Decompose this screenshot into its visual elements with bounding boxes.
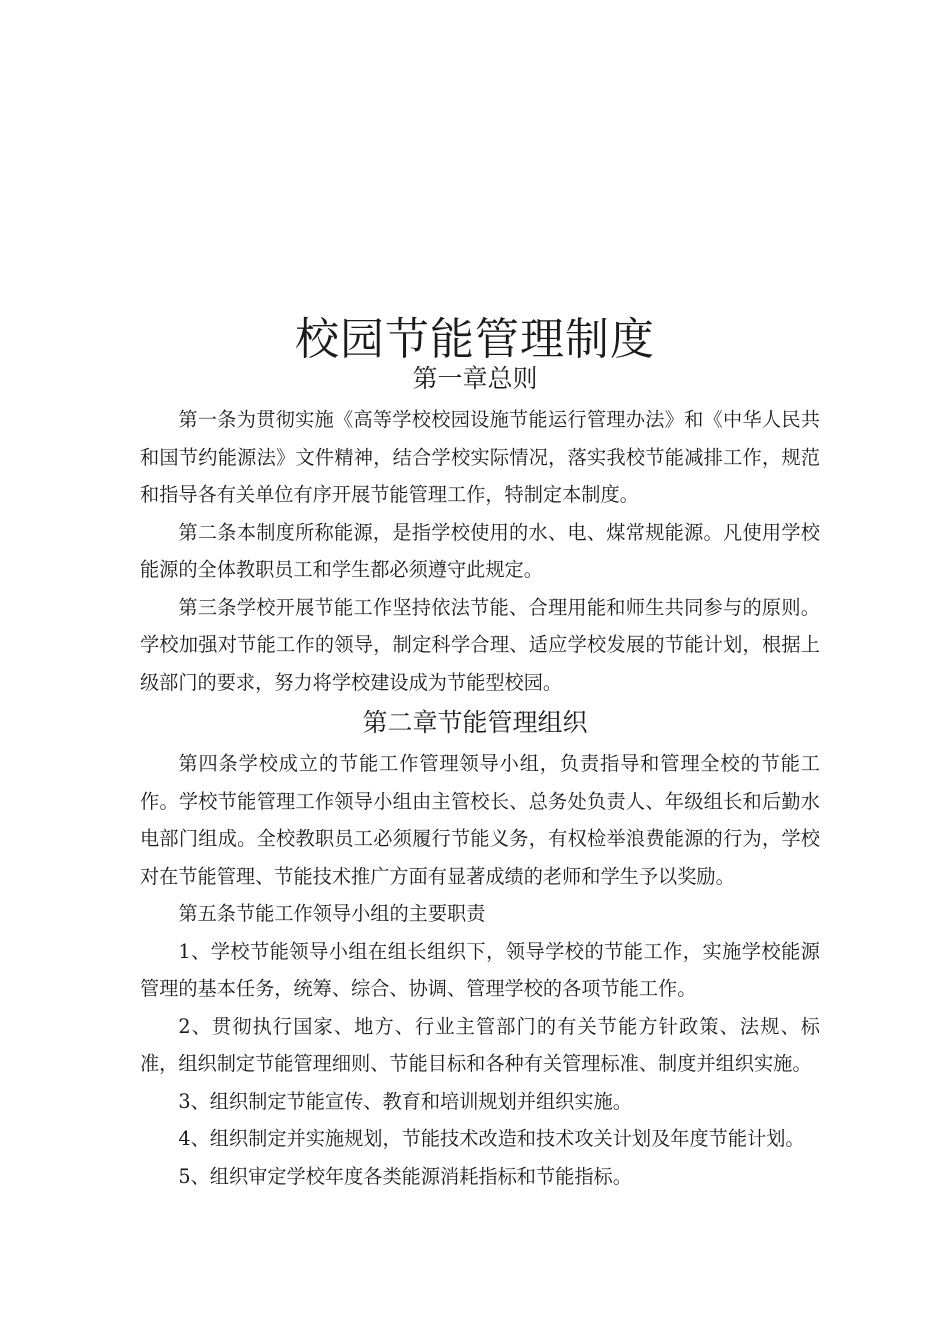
article-4-paragraph: 第四条学校成立的节能工作管理领导小组，负责指导和管理全校的节能工作。学校节能管理工作领导小组由主管校长、总务处负责人、年级组长和后勤水电部门组成。全校教职员工必须履行节能义务，有权检举浪费能源的行为，学校对在节能管理、节能技术推广方面有显著成绩的老师和学生予以奖励。 bbox=[140, 752, 820, 888]
chapter-1-heading: 第一章总则 bbox=[412, 364, 538, 393]
duty-item-3: 3、组织制定节能宣传、教育和培训规划并组织实施。 bbox=[178, 1089, 632, 1113]
article-1-paragraph: 第一条为贯彻实施《高等学校校园设施节能运行管理办法》和《中华人民共和国节约能源法》文件精神，结合学校实际情况，落实我校节能减排工作，规范和指导各有关单位有序开展节能管理工作，特制定本制度。 bbox=[140, 408, 820, 506]
duty-item-2: 2、贯彻执行国家、地方、行业主管部门的有关节能方针政策、法规、标准，组织制定节能管理细则、节能目标和各种有关管理标准、制度并组织实施。 bbox=[140, 1014, 820, 1075]
article-3-paragraph: 第三条学校开展节能工作坚持依法节能、合理用能和师生共同参与的原则。学校加强对节能工作的领导，制定科学合理、适应学校发展的节能计划，根据上级部门的要求，努力将学校建设成为节能型校园。 bbox=[140, 595, 820, 694]
chapter-1-body bbox=[140, 401, 820, 701]
article-5-heading: 第五条节能工作领导小组的主要职责 bbox=[178, 902, 486, 925]
duty-item-1: 1、学校节能领导小组在组长组织下，领导学校的节能工作，实施学校能源管理的基本任务，统筹、综合、协调、管理学校的各项节能工作。 bbox=[140, 939, 820, 1000]
article-2-paragraph: 第二条本制度所称能源，是指学校使用的水、电、煤常规能源。凡使用学校能源的全体教职员工和学生都必须遵守此规定。 bbox=[140, 520, 820, 581]
duty-item-5: 5、组织审定学校年度各类能源消耗指标和节能指标。 bbox=[178, 1164, 632, 1188]
chapter-2-heading: 第二章节能管理组织 bbox=[362, 708, 588, 737]
document-title: 校园节能管理制度 bbox=[295, 314, 655, 365]
duty-item-4: 4、组织制定并实施规划，节能技术改造和技术攻关计划及年度节能计划。 bbox=[178, 1127, 805, 1150]
chapter-2-body bbox=[140, 745, 820, 1195]
